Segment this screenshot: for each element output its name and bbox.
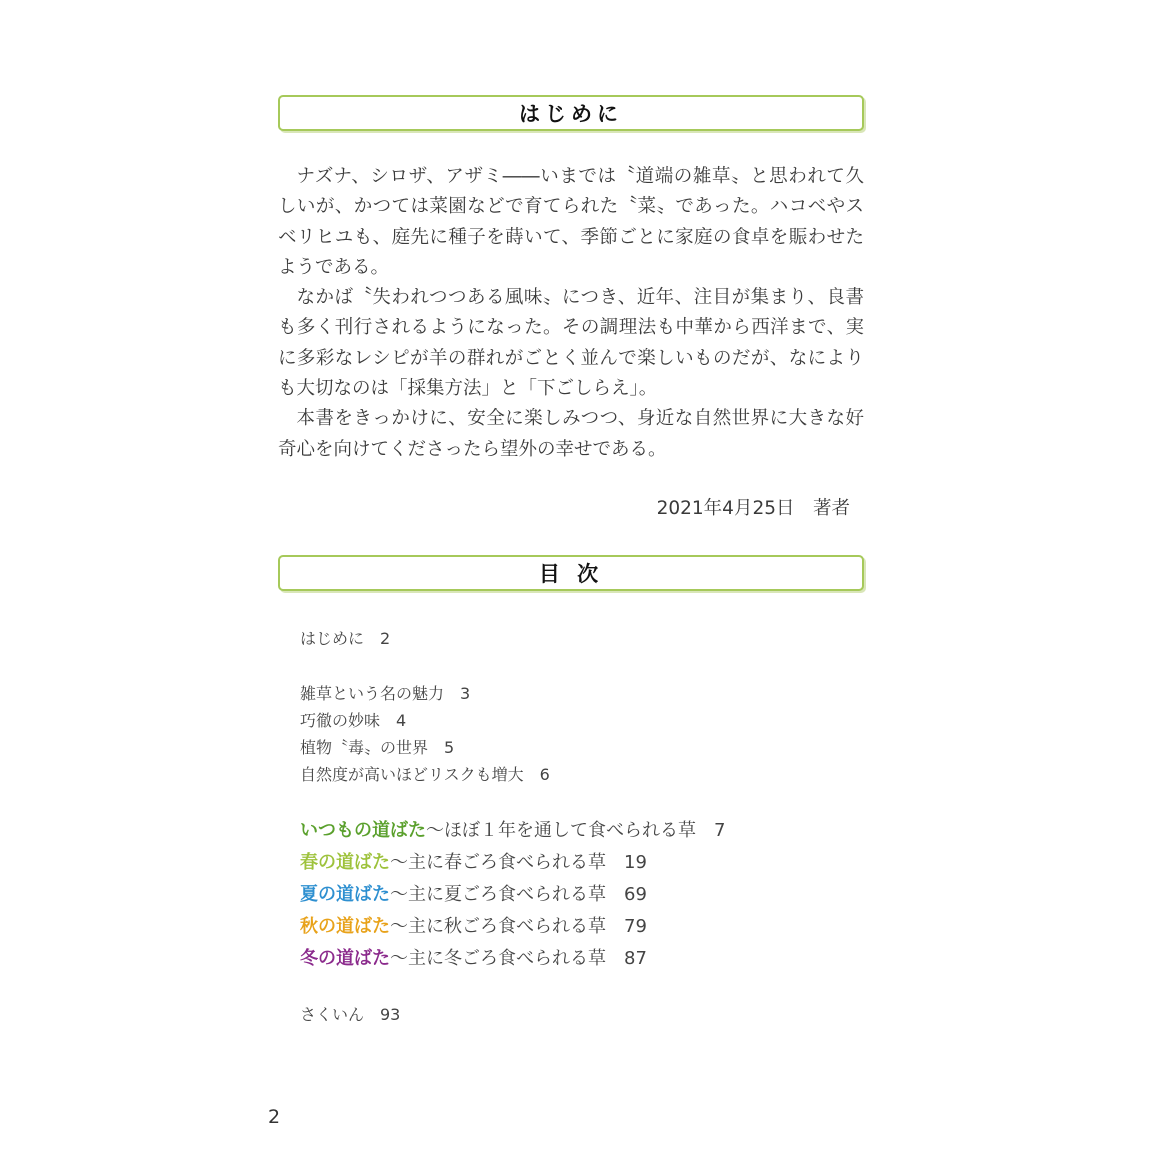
intro-paragraph: なかば〝失われつつある風味〟につき、近年、注目が集まり、良書も多く刊行されるようになった。その調理法も中華から西洋まで、実に多彩なレシピが羊の群れがごとく並んで楽しいものだが、なによりも大切なのは「採集方法」と「下ごしらえ」。 <box>278 287 864 400</box>
toc-season-entry <box>300 944 647 970</box>
toc-entry-intro: はじめに 2 <box>300 629 391 648</box>
intro-paragraph: 本書をきっかけに、安全に楽しみつつ、身近な自然世界に大きな好奇心を向けてくださったら望外の幸せである。 <box>278 408 864 460</box>
toc-entry: 植物〝毒〟の世界 5 <box>300 738 455 757</box>
hajimeni-title: はじめに <box>519 102 623 126</box>
intro-text <box>278 162 864 465</box>
toc-entry-index: さくいん 93 <box>300 1005 401 1024</box>
toc-season-entry <box>300 880 647 906</box>
toc-entry: 巧徹の妙味 4 <box>300 711 407 730</box>
toc-season-entry <box>300 912 647 938</box>
season-label: 春の道ばた <box>300 852 390 873</box>
season-description: 〜主に秋ごろ食べられる草 79 <box>390 916 647 937</box>
hajimeni-heading <box>278 95 864 131</box>
toc-title: 目 次 <box>538 562 604 586</box>
toc-season-entry <box>300 848 647 874</box>
toc-entry: 自然度が高いほどリスクも増大 6 <box>300 765 550 784</box>
season-description: 〜主に夏ごろ食べられる草 69 <box>390 884 647 905</box>
intro-paragraph: ナズナ、シロザ、アザミ――いまでは〝道端の雑草〟と思われて久しいが、かつては菜園などで育てられた〝菜〟であった。ハコベやスベリヒユも、庭先に種子を蒔いて、季節ごとに家庭の食卓を賑わせたようである。 <box>278 166 864 278</box>
toc-heading <box>278 555 864 591</box>
toc-entry: 雑草という名の魅力 3 <box>300 684 471 703</box>
season-label: 冬の道ばた <box>300 948 390 969</box>
season-label: 秋の道ばた <box>300 916 390 937</box>
season-description: 〜主に春ごろ食べられる草 19 <box>390 852 647 873</box>
season-description: 〜主に冬ごろ食べられる草 87 <box>390 948 647 969</box>
toc-season-entry <box>300 816 725 842</box>
page-number: 2 <box>268 1106 281 1128</box>
season-label: いつもの道ばた <box>300 820 426 841</box>
season-label: 夏の道ばた <box>300 884 390 905</box>
season-description: 〜ほぼ１年を通して食べられる草 7 <box>426 820 726 841</box>
date-signature: 2021年4月25日 著者 <box>656 498 850 519</box>
